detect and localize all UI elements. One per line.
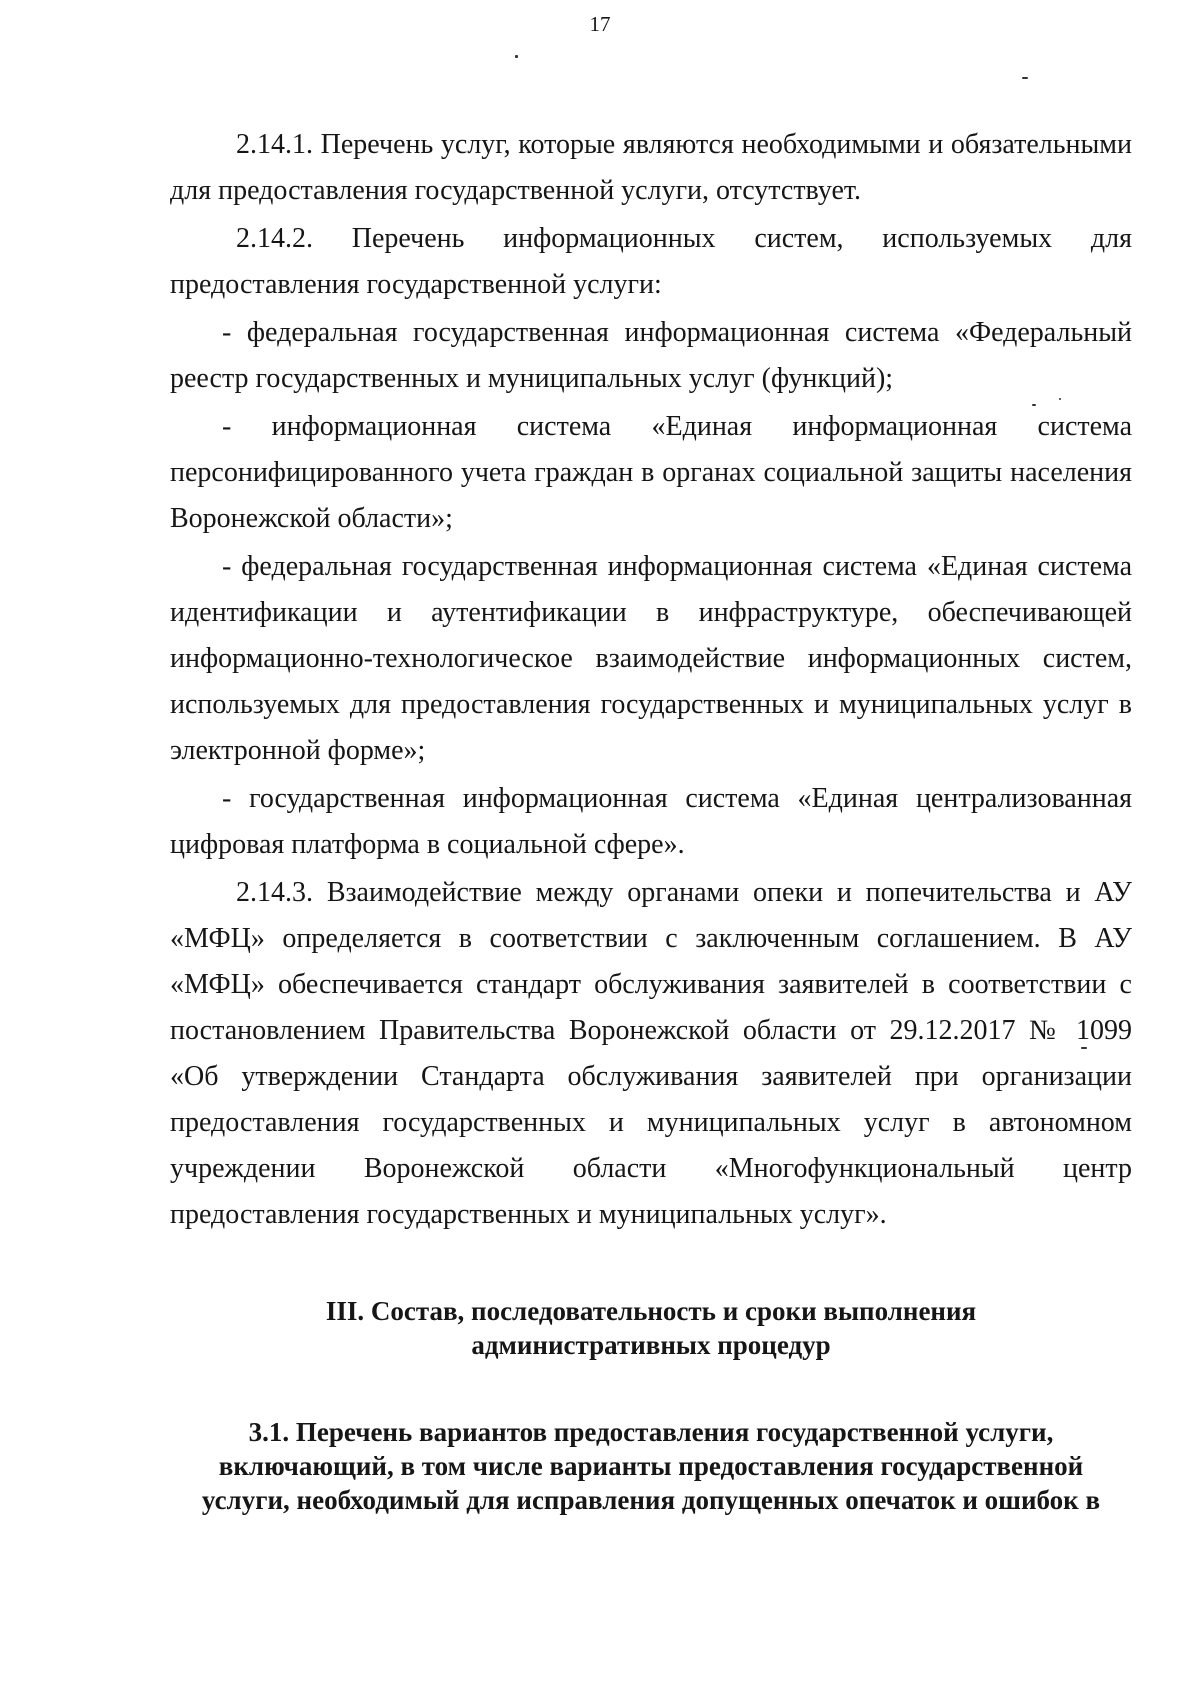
document-body: [170, 122, 1132, 1517]
list-item-social-platform: - государственная информационная система «Единая централизованная цифровая платформа в социальной сфере».: [170, 783, 1132, 860]
paragraph-2-14-1: 2.14.1. Перечень услуг, которые являются необходимыми и обязательными для предоставления государственной услуги, отсутствует.: [170, 129, 1132, 206]
section-heading-line: III. Состав, последовательность и сроки выполнения: [325, 1296, 977, 1326]
section-heading-line: административных процедур: [471, 1330, 831, 1360]
scan-speck: [515, 55, 518, 58]
subsection-heading-line: услуги, необходимый для исправления допущенных опечаток и ошибок в: [201, 1485, 1101, 1515]
paragraph-2-14-2: 2.14.2. Перечень информационных систем, используемых для предоставления государственной услуги:: [170, 223, 1132, 300]
page-number: 17: [589, 12, 611, 36]
subsection-heading-line: включающий, в том числе варианты предоставления государственной: [218, 1451, 1084, 1481]
section-heading-iii: [170, 1294, 1132, 1362]
scan-speck: [1022, 77, 1028, 79]
subsection-heading-line: 3.1. Перечень вариантов предоставления государственной услуги,: [248, 1417, 1054, 1447]
list-item-personified-accounting: - информационная система «Единая информационная система персонифицированного учета граждан в органах социальной защиты населения Воронежской области»;: [170, 411, 1132, 534]
subsection-heading-3-1: [170, 1415, 1132, 1517]
list-item-esia: - федеральная государственная информационная система «Единая система идентификации и аутентификации в инфраструктуре, обеспечивающей информационно-технологическое взаимодействие информационных систем, используемых для предоставления государственных и муниципальных услуг в электронной форме»;: [170, 551, 1132, 766]
list-item-federal-registry: - федеральная государственная информационная система «Федеральный реестр государственных и муниципальных услуг (функций);: [170, 317, 1132, 394]
paragraph-2-14-3: 2.14.3. Взаимодействие между органами опеки и попечительства и АУ «МФЦ» определяется в соответствии с заключенным соглашением. В АУ «МФЦ» обеспечивается стандарт обслуживания заявителей в соответствии с постановлением Правительства Воронежской области от 29.12.2017 № 1099 «Об утверждении Стандарта обслуживания заявителей при организации предоставления государственных и муниципальных услуг в автономном учреждении Воронежской области «Многофункциональный центр предоставления государственных и муниципальных услуг».: [170, 877, 1132, 1230]
